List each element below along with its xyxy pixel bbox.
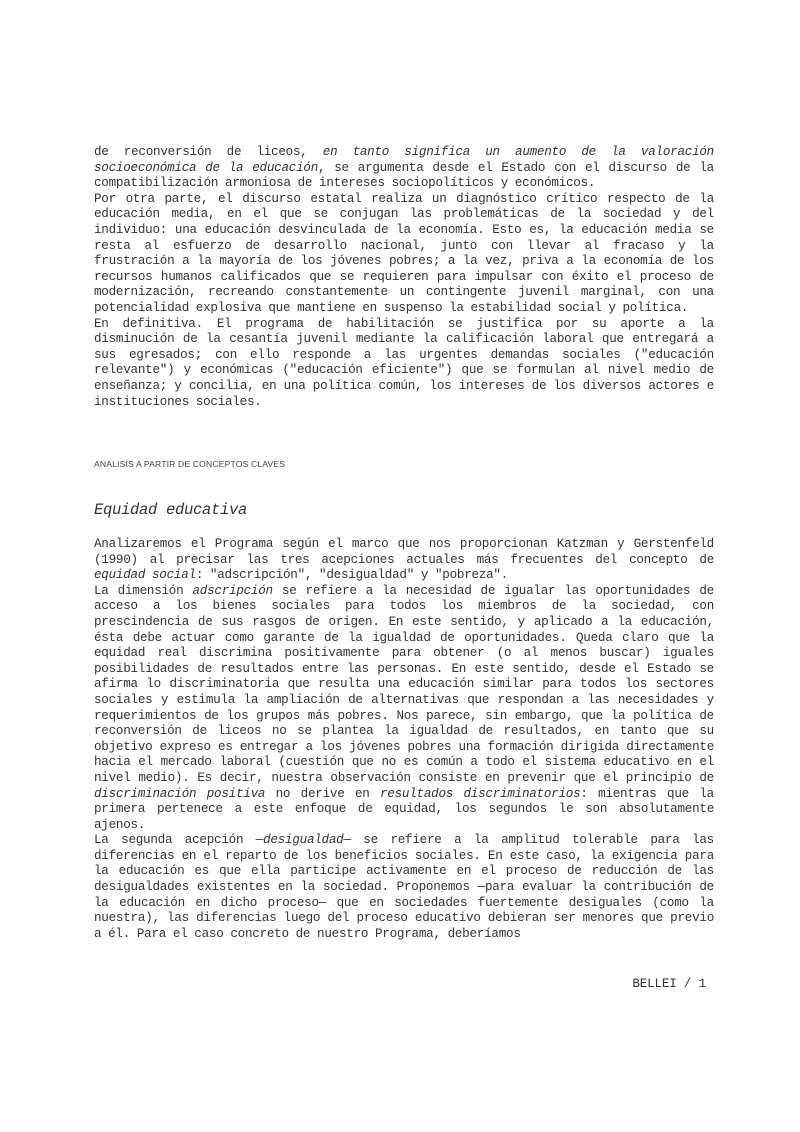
text-run: : "adscripción", "desigualdad" y "pobreza". [195, 568, 509, 583]
text-run: se refiere a la necesidad de igualar las oportunidades de acceso a los bienes sociales para todos los miembros de la sociedad, con prescindencia de sus rasgos de origen. En este sentido, y aplicado a la educación, ésta debe actuar como garante de la igualdad de oportunidades. Queda claro que la equidad real discrimina positivamente para obtener (o al menos buscar) iguales posibilidades de resultados entre las personas. En este sentido, desde el Estado se afirma lo discriminatoria que resulta una educación similar para todos los sectores sociales y estimula la ampliación de alternativas que respondan a las necesidades y requerimientos de los grupos más pobres. Nos parece, sin embargo, que la política de reconversión de liceos no se plantea la igualdad de resultados, en tanto que su objetivo expreso es entregar a los jóvenes pobres una formación dirigida directamente hacia el mercado laboral (cuestión que no es común a todo el sistema educativo en el nivel medio). Es decir, nuestra observación consiste en prevenir que el principio de [94, 583, 714, 785]
text-run: — se refiere a la amplitud tolerable para las diferencias en el reparto de los beneficios sociales. En este caso, la exigencia para la educación es que ella participe activamente en el proceso de reducción de las desigualdades existentes en la sociedad. Proponemos —para evaluar la contribución de la educación en dicho proceso— que en sociedades fuertemente desiguales (como la nuestra), las diferencias luego del proceso educativo debieran ser menores que previo a él. Para el caso concreto de nuestro Programa, deberíamos [94, 833, 714, 941]
paragraph [94, 833, 714, 942]
intro-text-block [94, 145, 714, 410]
text-run: no derive en [265, 786, 380, 801]
text-run: La dimensión [94, 583, 193, 598]
section-heading: ANALISIS A PARTIR DE CONCEPTOS CLAVES [94, 459, 286, 469]
paragraph [94, 145, 714, 192]
text-run: Analizaremos el Programa según el marco que nos proporcionan Katzman y Gerstenfeld (1990) al precisar las tres acepciones actuales más frecuentes del concepto de [94, 537, 714, 567]
paragraph [94, 584, 714, 834]
text-run: de reconversión de liceos, [94, 145, 323, 159]
paragraph: En definitiva. El programa de habilitación se justifica por su aporte a la disminución de la cesantía juvenil mediante la calificación laboral que entregará a sus egresados; con ello responde a las urgentes demandas sociales ("educación relevante") y económicas ("educación eficiente") que se formulan al nivel medio de enseñanza; y concilia, en una política común, los intereses de los diversos actores e instituciones sociales. [94, 316, 714, 409]
text-run: : mientras que la primera pertenece a este enfoque de equidad, los segundos le son absolutamente ajenos. [94, 786, 714, 832]
page-footer: BELLEI / 1 [632, 977, 706, 991]
paragraph [94, 537, 714, 584]
emphasis: adscripción [192, 583, 273, 598]
emphasis: desigualdad [263, 833, 344, 848]
text-run: , se argumenta desde el Estado con el discurso de la compatibilización armoniosa de intereses sociopolíticos y económicos. [94, 160, 714, 191]
paragraph: Por otra parte, el discurso estatal realiza un diagnóstico crítico respecto de la educación media, en el que se conjugan las problemáticas de la sociedad y del individuo: una educación desvinculada de la economía. Esto es, la educación media se resta al esfuerzo de desarrollo nacional, junto con llevar al fracaso y la frustración a la mayoría de los jóvenes pobres; a la vez, priva a la economía de los recursos humanos calificados que se requieren para impulsar con éxito el proceso de modernización, recreando constantemente un contingente juvenil marginal, con una potencialidad explosiva que mantiene en suspenso la estabilidad social y política. [94, 191, 714, 315]
section-subheading: Equidad educativa [94, 501, 248, 519]
emphasis: en tanto significa un aumento de la valoración socioeconómica de la educación [94, 145, 714, 175]
emphasis: discriminación positiva [94, 786, 266, 801]
emphasis: equidad social [94, 568, 196, 583]
text-run: La segunda acepción — [94, 833, 264, 848]
emphasis: resultados discriminatorios [379, 786, 581, 801]
equity-text-block [94, 537, 714, 942]
